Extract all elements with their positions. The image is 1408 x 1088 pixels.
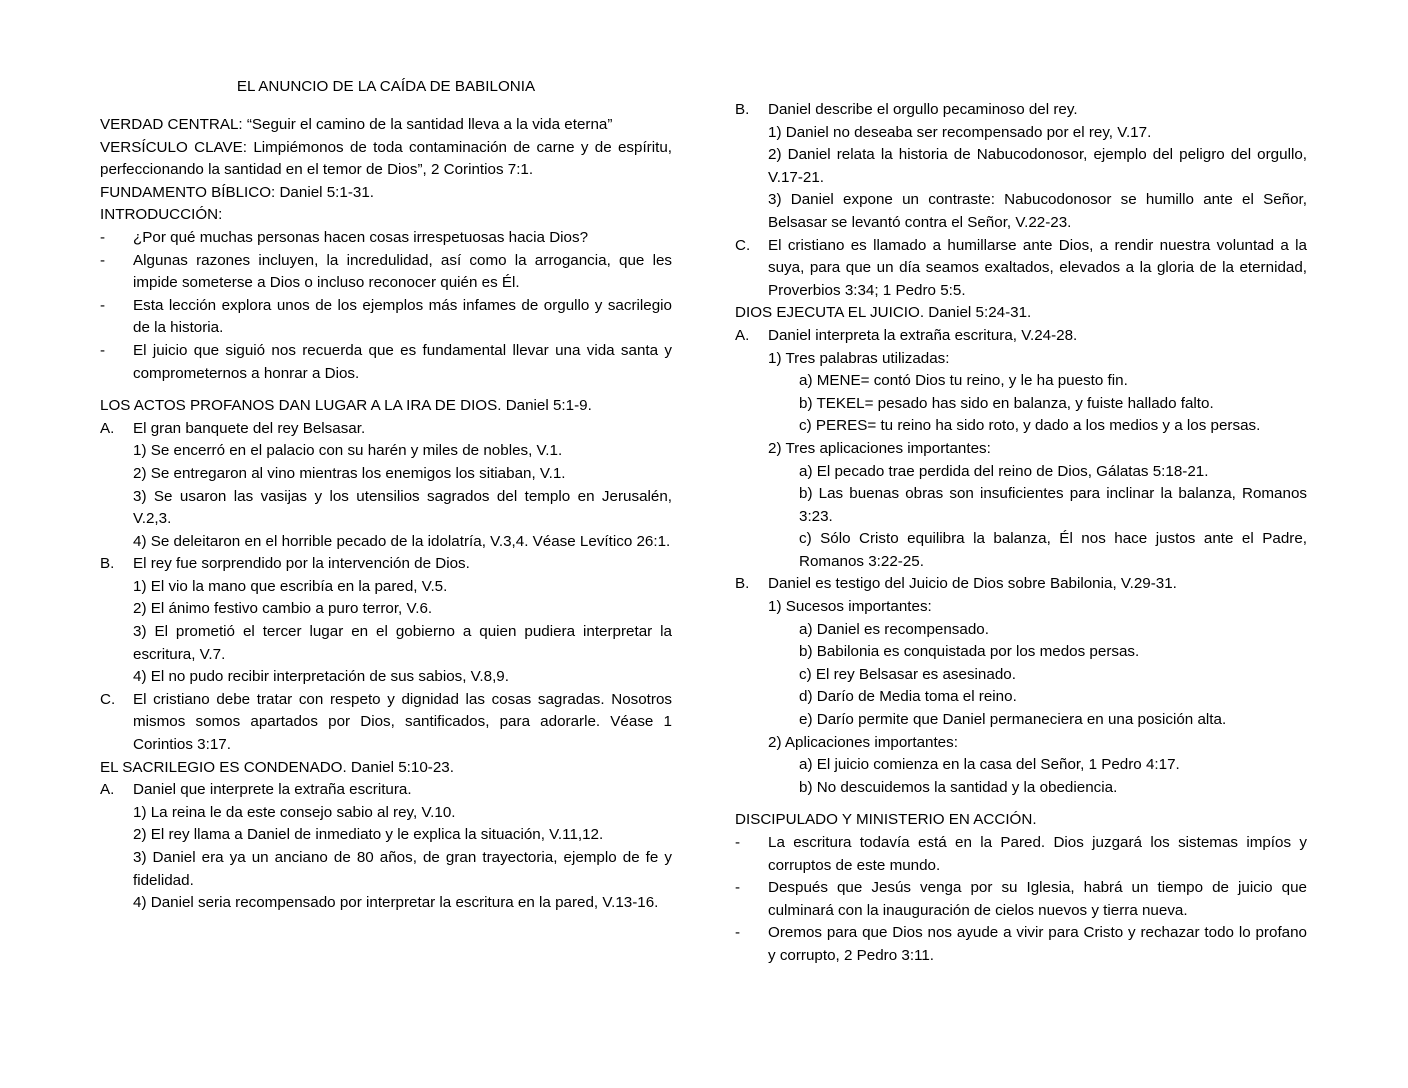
s2-b-item: 2) Daniel relata la historia de Nabucodonosor, ejemplo del peligro del orgullo, V.17-21. <box>768 146 1307 186</box>
s3-b1-item: e) Darío permite que Daniel permaneciera en una posición alta. <box>799 711 1227 729</box>
s3-a1-item: a) MENE= contó Dios tu reino, y le ha puesto fin. <box>799 372 1128 390</box>
section-4-heading: DISCIPULADO Y MINISTERIO EN ACCIÓN. <box>735 811 1037 829</box>
s1-point-a: A. El gran banquete del rey Belsasar. <box>100 419 366 437</box>
section-2-heading: EL SACRILEGIO ES CONDENADO. Daniel 5:10-23. <box>100 758 454 776</box>
s3-b1-item: d) Darío de Media toma el reino. <box>799 688 1017 706</box>
s3-a1-item: b) TEKEL= pesado has sido en balanza, y fuiste hallado falto. <box>799 394 1214 412</box>
s3-a1-item: c) PERES= tu reino ha sido roto, y dado a los medios y a los persas. <box>799 417 1261 435</box>
versiculo-clave: VERSÍCULO CLAVE: Limpiémonos de toda contaminación de carne y de espíritu, perfeccionando la santidad en el temor de Dios”, 2 Corintios 7:1. <box>100 138 672 179</box>
s3-b-subheading: 2) Aplicaciones importantes: <box>768 733 958 751</box>
section-1-heading: LOS ACTOS PROFANOS DAN LUGAR A LA IRA DE DIOS. Daniel 5:1-9. <box>100 397 592 415</box>
s3-point-b: B. Daniel es testigo del Juicio de Dios sobre Babilonia, V.29-31. <box>735 575 1177 593</box>
s2-b-item: 3) Daniel expone un contraste: Nabucodonosor se humillo ante el Señor, Belsasar se levantó contra el Señor, V.22-23. <box>768 191 1307 231</box>
s3-point-a: A. Daniel interpreta la extraña escritura, V.24-28. <box>735 326 1078 344</box>
s1-a-item: 4) Se deleitaron en el horrible pecado de la idolatría, V.3,4. Véase Levítico 26:1. <box>133 532 671 550</box>
s3-a-subheading: 2) Tres aplicaciones importantes: <box>768 439 991 457</box>
introduccion-heading: INTRODUCCIÓN: <box>100 206 223 224</box>
s1-b-item: 4) El no pudo recibir interpretación de sus sabios, V.8,9. <box>133 668 509 686</box>
document-title: EL ANUNCIO DE LA CAÍDA DE BABILONIA <box>236 78 536 95</box>
s2-point-c: C. El cristiano es llamado a humillarse ante Dios, a rendir nuestra voluntad a la suya, para que un día seamos exaltados, elevados a la gloria de la eternidad, Proverbios 3:34; 1 Pedro 5:5. <box>735 236 1307 299</box>
s1-point-c: C. El cristiano debe tratar con respeto y dignidad las cosas sagradas. Nosotros mismos somos apartados por Dios, santificados, para adorarle. Véase 1 Corintios 3:17. <box>100 690 672 754</box>
s1-point-b: B. El rey fue sorprendido por la intervención de Dios. <box>100 555 470 573</box>
s1-a-item: 3) Se usaron las vasijas y los utensilios sagrados del templo en Jerusalén, V.2,3. <box>133 487 672 528</box>
s3-b2-item: b) No descuidemos la santidad y la obediencia. <box>799 778 1118 796</box>
section-3-heading: DIOS EJECUTA EL JUICIO. Daniel 5:24-31. <box>735 304 1032 322</box>
s1-b-item: 3) El prometió el tercer lugar en el gobierno a quien pudiera interpretar la escritura, V.7. <box>133 623 672 663</box>
verdad-central: VERDAD CENTRAL: “Seguir el camino de la santidad lleva a la vida eterna” <box>100 116 613 133</box>
right-column <box>735 99 1307 968</box>
s3-a2-item: c) Sólo Cristo equilibra la balanza, Él nos hace justos ante el Padre, Romanos 3:22-25. <box>799 530 1307 570</box>
s3-a2-item: a) El pecado trae perdida del reino de Dios, Gálatas 5:18-21. <box>799 462 1209 480</box>
intro-item: - El juicio que siguió nos recuerda que es fundamental llevar una vida santa y comprometernos a honrar a Dios. <box>100 341 672 382</box>
intro-item: - ¿Por qué muchas personas hacen cosas irrespetuosas hacia Dios? <box>100 228 589 246</box>
s2-a-item: 2) El rey llama a Daniel de inmediato y le explica la situación, V.11,12. <box>133 826 604 844</box>
s2-b-item: 1) Daniel no deseaba ser recompensado por el rey, V.17. <box>768 123 1152 141</box>
s4-item: - Después que Jesús venga por su Iglesia, habrá un tiempo de juicio que culminará con la inauguración de cielos nuevos y tierra nueva. <box>735 879 1307 919</box>
s3-a2-item: b) Las buenas obras son insuficientes para inclinar la balanza, Romanos 3:23. <box>799 485 1307 525</box>
s1-b-item: 2) El ánimo festivo cambio a puro terror, V.6. <box>133 600 433 618</box>
s3-b1-item: c) El rey Belsasar es asesinado. <box>799 665 1016 683</box>
s4-item: - Oremos para que Dios nos ayude a vivir para Cristo y rechazar todo lo profano y corrupto, 2 Pedro 3:11. <box>735 924 1307 964</box>
s1-a-item: 1) Se encerró en el palacio con su harén y miles de nobles, V.1. <box>133 442 563 460</box>
s3-a-subheading: 1) Tres palabras utilizadas: <box>768 349 950 367</box>
s3-b-subheading: 1) Sucesos importantes: <box>768 598 932 616</box>
s3-b2-item: a) El juicio comienza en la casa del Señor, 1 Pedro 4:17. <box>799 756 1180 774</box>
s1-a-item: 2) Se entregaron al vino mientras los enemigos los sitiaban, V.1. <box>133 464 566 482</box>
s2-a-item: 4) Daniel seria recompensado por interpretar la escritura en la pared, V.13-16. <box>133 894 659 912</box>
s2-a-item: 3) Daniel era ya un anciano de 80 años, de gran trayectoria, ejemplo de fe y fidelidad. <box>133 849 672 889</box>
s2-point-a: A. Daniel que interprete la extraña escritura. <box>100 781 412 799</box>
s2-point-b: B. Daniel describe el orgullo pecaminoso del rey. <box>735 101 1078 118</box>
s1-b-item: 1) El vio la mano que escribía en la pared, V.5. <box>133 577 448 595</box>
s3-b1-item: a) Daniel es recompensado. <box>799 620 989 638</box>
intro-item: - Esta lección explora unos de los ejemplos más infames de orgullo y sacrilegio de la historia. <box>100 296 672 337</box>
s3-b1-item: b) Babilonia es conquistada por los medos persas. <box>799 643 1140 661</box>
s2-a-item: 1) La reina le da este consejo sabio al rey, V.10. <box>133 803 456 821</box>
fundamento-biblico: FUNDAMENTO BÍBLICO: Daniel 5:1-31. <box>100 183 375 201</box>
s4-item: - La escritura todavía está en la Pared. Dios juzgará los sistemas impíos y corruptos de este mundo. <box>735 834 1307 874</box>
left-column <box>100 114 672 915</box>
intro-item: - Algunas razones incluyen, la incredulidad, así como la arrogancia, que les impide someterse a Dios o incluso reconocer quién es Él. <box>100 251 672 292</box>
